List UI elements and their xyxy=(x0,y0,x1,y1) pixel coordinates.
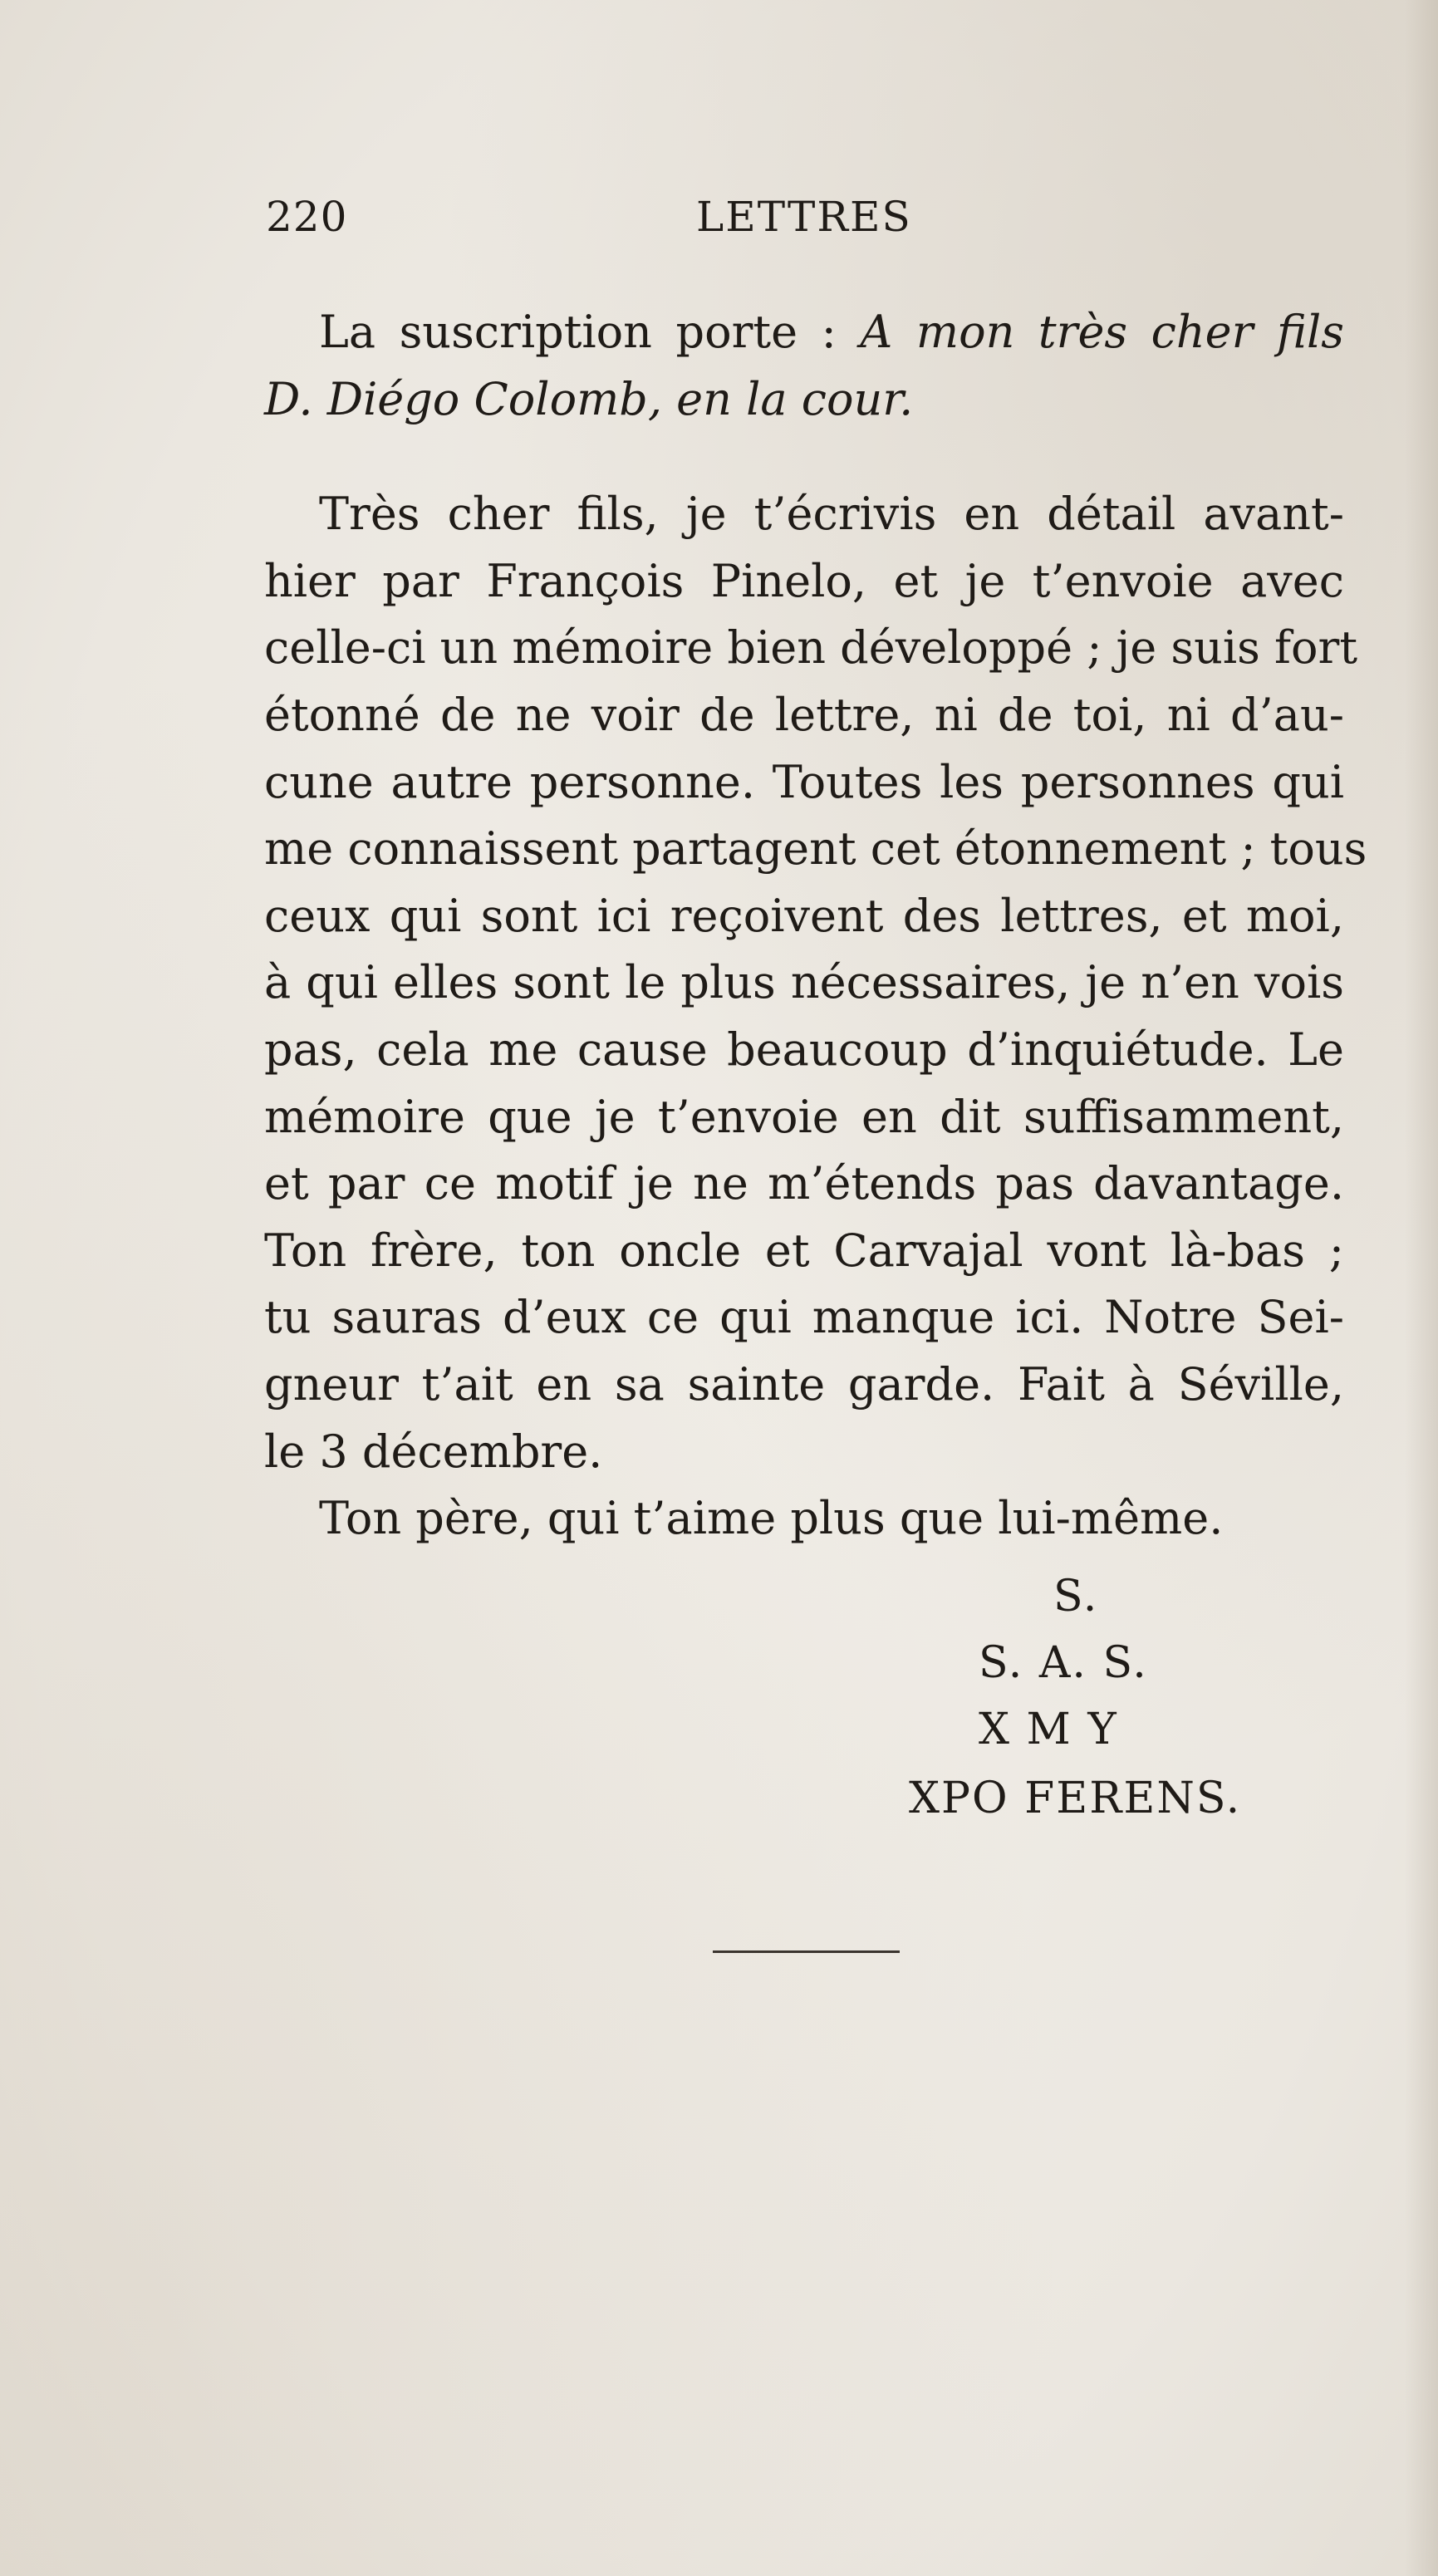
body-line: Ton frère, ton oncle et Carvajal vont là-bas ; xyxy=(264,1224,1344,1277)
signature-line-2: S. A. S. xyxy=(979,1638,1148,1688)
body-line: ceux qui sont ici reçoivent des lettres, et moi, xyxy=(264,889,1344,942)
superscription-address-2: D. Diégo Colomb, en la cour. xyxy=(264,372,914,425)
end-rule xyxy=(713,1950,900,1953)
signature-line-4: XPO FERENS. xyxy=(909,1774,1242,1823)
body-line: tu sauras d’eux ce qui manque ici. Notre Sei- xyxy=(264,1291,1344,1344)
signature-line-3: X M Y xyxy=(979,1705,1118,1754)
body-line: le 3 décembre. xyxy=(264,1425,603,1478)
body-line: hier par François Pinelo, et je t’envoie avec xyxy=(264,554,1344,607)
page-number: 220 xyxy=(266,193,348,241)
body-line: Très cher fils, je t’écrivis en détail avant- xyxy=(319,488,1344,541)
body-line: me connaissent partagent cet étonnement ; tous xyxy=(264,822,1367,876)
body-line: à qui elles sont le plus nécessaires, je n’en vois xyxy=(264,956,1344,1009)
body-line: celle-ci un mémoire bien développé ; je suis fort xyxy=(264,621,1358,675)
body-line: pas, cela me cause beaucoup d’inquiétude. Le xyxy=(264,1023,1344,1076)
body-line: gneur t’ait en sa sainte garde. Fait à Séville, xyxy=(264,1357,1344,1411)
body-line: cune autre personne. Toutes les personnes qui xyxy=(264,755,1344,808)
signature-line-1: S. xyxy=(1053,1572,1099,1622)
letter-text xyxy=(264,299,1367,1553)
superscription-intro: La suscription porte : xyxy=(319,306,861,358)
page-header xyxy=(266,193,1188,251)
superscription-line-1 xyxy=(264,299,1344,366)
body-line: mémoire que je t’envoie en dit suffisamment, xyxy=(264,1090,1344,1143)
closing-line: Ton père, qui t’aime plus que lui-même. xyxy=(319,1492,1224,1545)
body-line: étonné de ne voir de lettre, ni de toi, ni d’au- xyxy=(264,688,1344,741)
superscription-address-1: A mon très cher fils xyxy=(860,306,1344,358)
running-title: LETTRES xyxy=(696,193,912,241)
paragraph-gap xyxy=(264,433,1344,481)
body-line: et par ce motif je ne m’étends pas davantage. xyxy=(264,1157,1344,1210)
